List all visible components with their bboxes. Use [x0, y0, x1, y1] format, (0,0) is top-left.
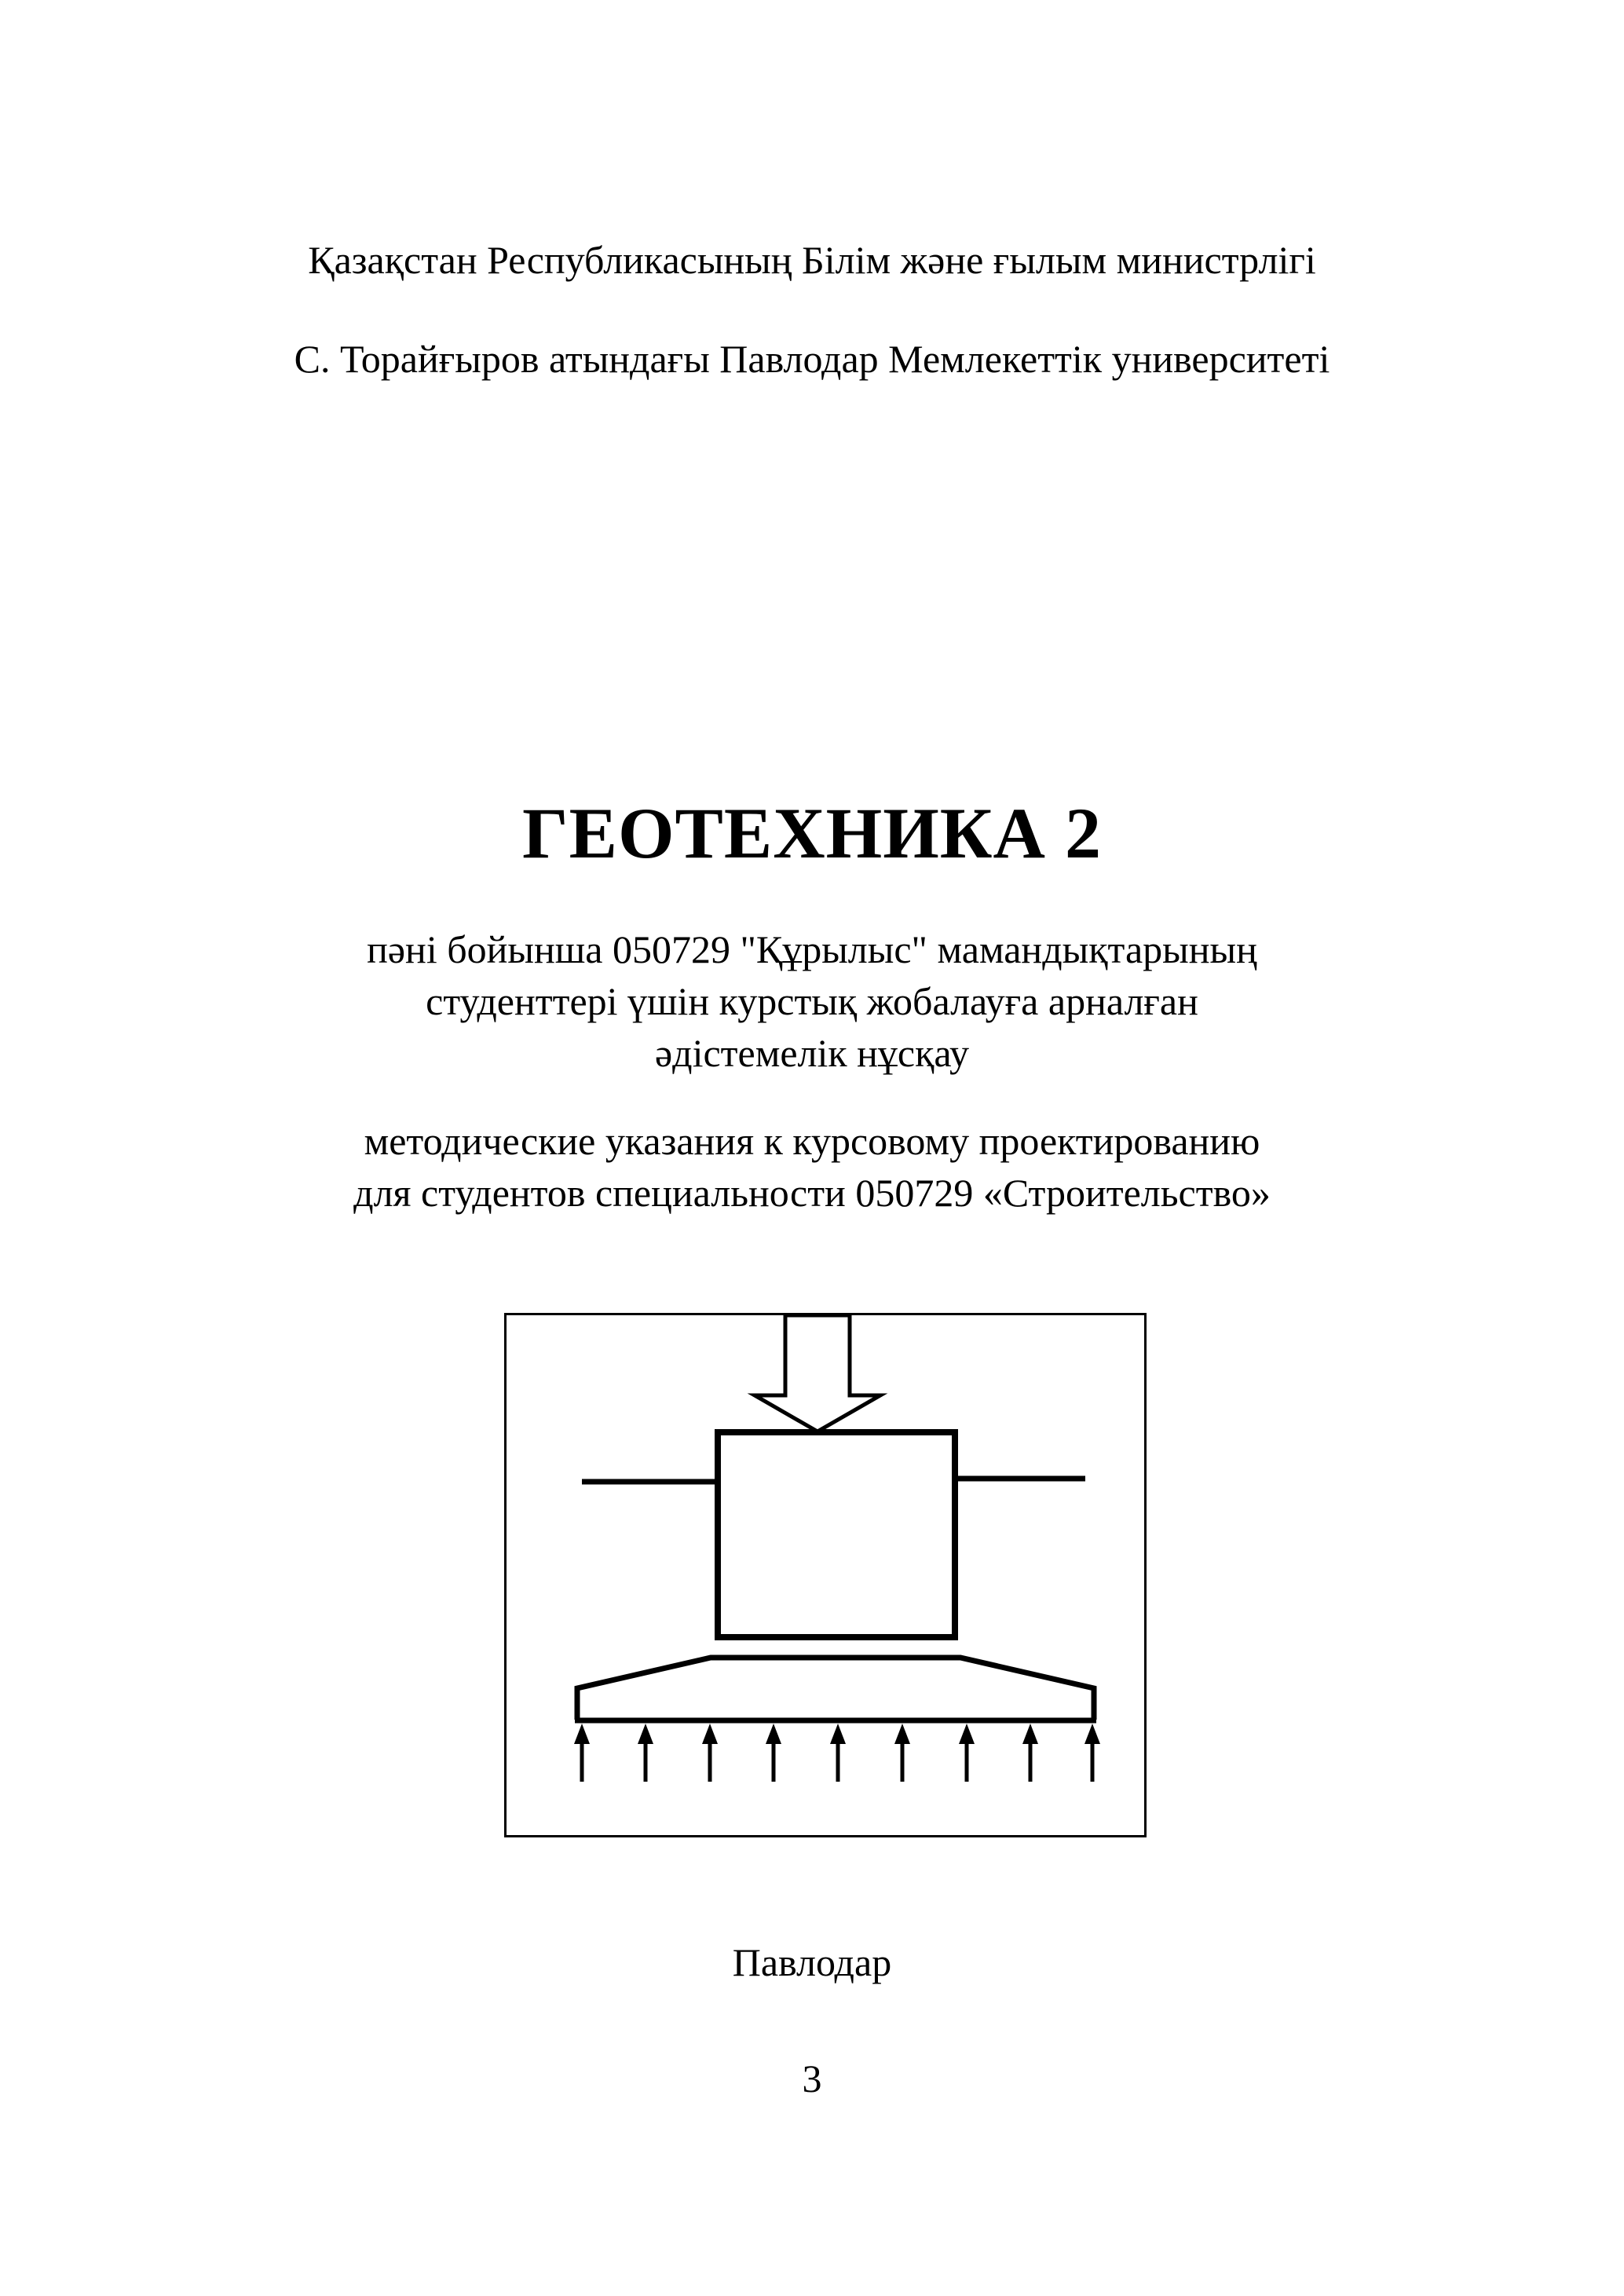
reaction-arrow-icon: [1084, 1724, 1100, 1782]
column-block: [718, 1432, 955, 1637]
reaction-arrow-icon: [574, 1724, 590, 1782]
footing-slab: [577, 1658, 1094, 1720]
foundation-diagram: [504, 1313, 1147, 1837]
description-kz-line-1: пәні бойынша 050729 "Құрылыс" мамандықтарының: [367, 927, 1257, 971]
university-name: С. Торайғыров атындағы Павлодар Мемлекеттік университеті: [294, 337, 1330, 381]
reaction-arrow-icon: [830, 1724, 846, 1782]
reaction-arrow-icon: [702, 1724, 718, 1782]
publication-city: Павлодар: [732, 1940, 892, 1984]
load-arrow-icon: [755, 1315, 880, 1431]
reaction-arrow-icon: [959, 1724, 975, 1782]
description-ru-line-2: для студентов специальности 050729 «Строительство»: [353, 1171, 1271, 1215]
description-kz-line-3: әдістемелік нұсқау: [654, 1031, 970, 1075]
reaction-arrow-icon: [1022, 1724, 1038, 1782]
page-number: 3: [802, 2057, 822, 2100]
reaction-arrows: [574, 1724, 1100, 1782]
foundation-diagram-svg: [507, 1315, 1144, 1835]
description-kz-line-2: студенттері үшін курстық жобалауға арналған: [426, 979, 1198, 1023]
description-ru-line-1: методические указания к курсовому проектированию: [364, 1119, 1260, 1163]
reaction-arrow-icon: [766, 1724, 781, 1782]
ministry-name: Қазақстан Республикасының Білім және ғылым министрлігі: [308, 238, 1316, 282]
reaction-arrow-icon: [638, 1724, 653, 1782]
reaction-arrow-icon: [894, 1724, 910, 1782]
document-title: ГЕОТЕХНИКА 2: [522, 793, 1102, 873]
